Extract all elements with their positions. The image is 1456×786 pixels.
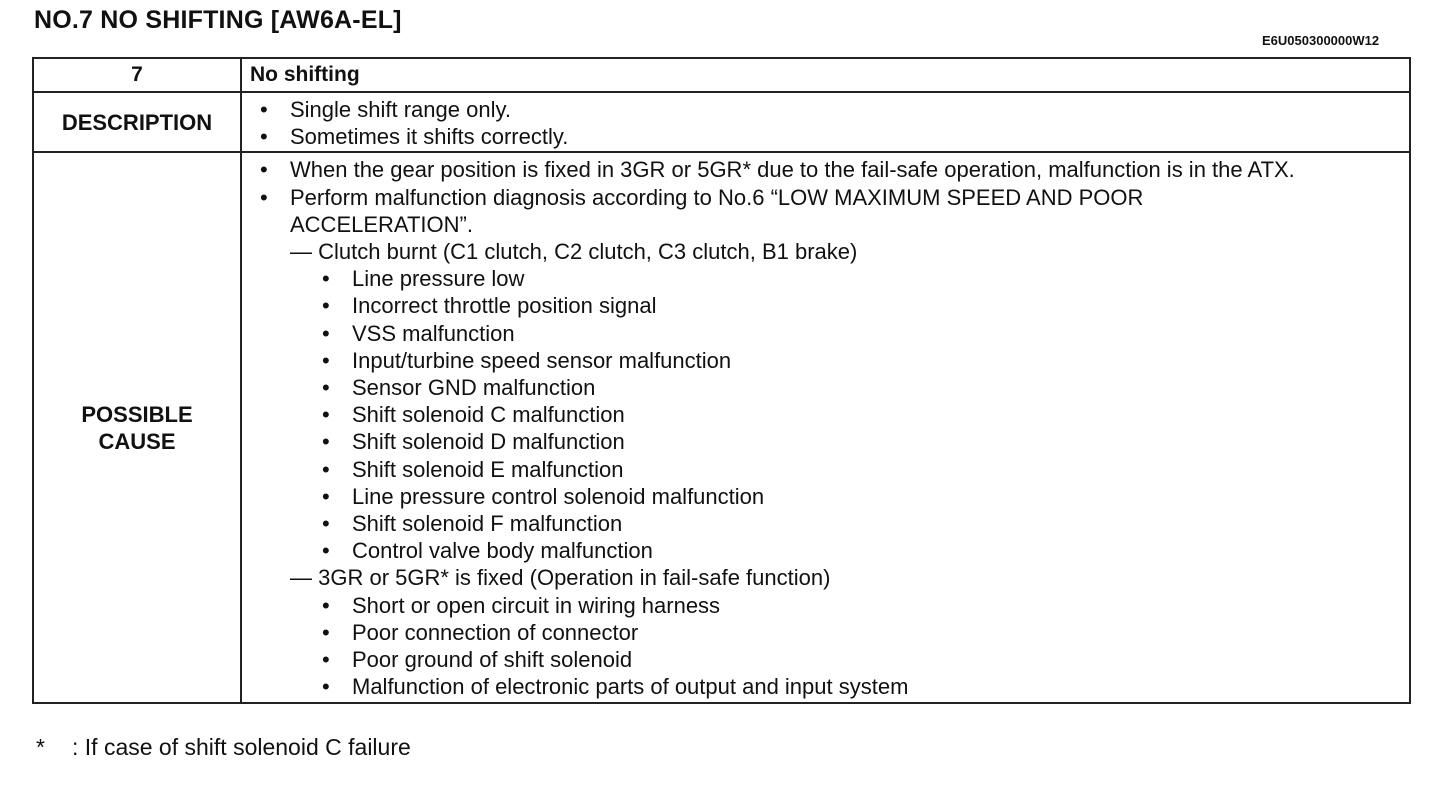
bullet-icon: • <box>322 429 330 455</box>
bullet-icon: • <box>322 456 330 482</box>
bullet-icon: • <box>322 266 330 292</box>
possible-cause-content <box>241 152 1410 703</box>
cause-subitem: • Line pressure low <box>322 266 525 292</box>
cause-subitem: • Shift solenoid F malfunction <box>322 511 623 537</box>
cause-item: • Perform malfunction diagnosis according to No.6 “LOW MAXIMUM SPEED AND POOR ACCELERATION”. <box>260 184 1144 237</box>
bullet-icon: • <box>260 97 268 122</box>
bullet-icon: • <box>322 647 330 673</box>
description-item: • Single shift range only. <box>260 97 511 122</box>
bullet-icon: • <box>322 674 330 700</box>
bullet-icon: • <box>322 538 330 564</box>
cause-subitem: • VSS malfunction <box>322 320 515 346</box>
bullet-icon: • <box>322 293 330 319</box>
cause-subitem: • Line pressure control solenoid malfunction <box>322 483 765 509</box>
cause-subitem: • Malfunction of electronic parts of output and input system <box>322 674 909 700</box>
footnote <box>36 734 411 761</box>
description-label: DESCRIPTION <box>33 92 241 152</box>
cause-subitem: • Short or open circuit in wiring harness <box>322 592 721 618</box>
document-code: E6U050300000W12 <box>1262 33 1380 48</box>
symptom-name: No shifting <box>241 58 1410 92</box>
page-title: NO.7 NO SHIFTING [AW6A-EL] <box>34 6 402 34</box>
description-content <box>241 92 1410 152</box>
bullet-icon: • <box>322 592 330 618</box>
description-row <box>33 92 1410 152</box>
description-item: • Sometimes it shifts correctly. <box>260 124 569 150</box>
cause-subitem: • Shift solenoid E malfunction <box>322 456 624 482</box>
bullet-icon: • <box>322 483 330 509</box>
bullet-icon: • <box>322 619 330 645</box>
cause-group-heading: — Clutch burnt (C1 clutch, C2 clutch, C3 clutch, B1 brake) <box>290 239 858 265</box>
footnote-text: : If case of shift solenoid C failure <box>72 734 411 760</box>
possible-cause-label: POSSIBLE CAUSE <box>33 152 241 703</box>
symptom-number: 7 <box>33 58 241 92</box>
cause-subitem: • Shift solenoid D malfunction <box>322 429 625 455</box>
cause-subitem: • Input/turbine speed sensor malfunction <box>322 347 732 373</box>
cause-subitem: • Incorrect throttle position signal <box>322 293 657 319</box>
cause-subitem: • Control valve body malfunction <box>322 538 653 564</box>
footnote-mark: * <box>36 734 45 760</box>
bullet-icon: • <box>260 124 268 150</box>
cause-subitem: • Sensor GND malfunction <box>322 375 596 401</box>
cause-group-heading: — 3GR or 5GR* is fixed (Operation in fail-safe function) <box>290 565 831 591</box>
bullet-icon: • <box>322 320 330 346</box>
bullet-icon: • <box>322 347 330 373</box>
cause-subitem: • Poor connection of connector <box>322 619 639 645</box>
bullet-icon: • <box>322 375 330 401</box>
bullet-icon: • <box>260 157 268 183</box>
bullet-icon: • <box>260 184 268 210</box>
bullet-icon: • <box>322 402 330 428</box>
table-header-row <box>33 58 1410 92</box>
possible-cause-row <box>33 152 1410 703</box>
cause-item: • When the gear position is fixed in 3GR or 5GR* due to the fail-safe operation, malfunction is in the ATX. <box>260 157 1295 183</box>
bullet-icon: • <box>322 511 330 537</box>
cause-subitem: • Poor ground of shift solenoid <box>322 647 633 673</box>
cause-subitem: • Shift solenoid C malfunction <box>322 402 625 428</box>
troubleshooting-table <box>32 57 1411 704</box>
